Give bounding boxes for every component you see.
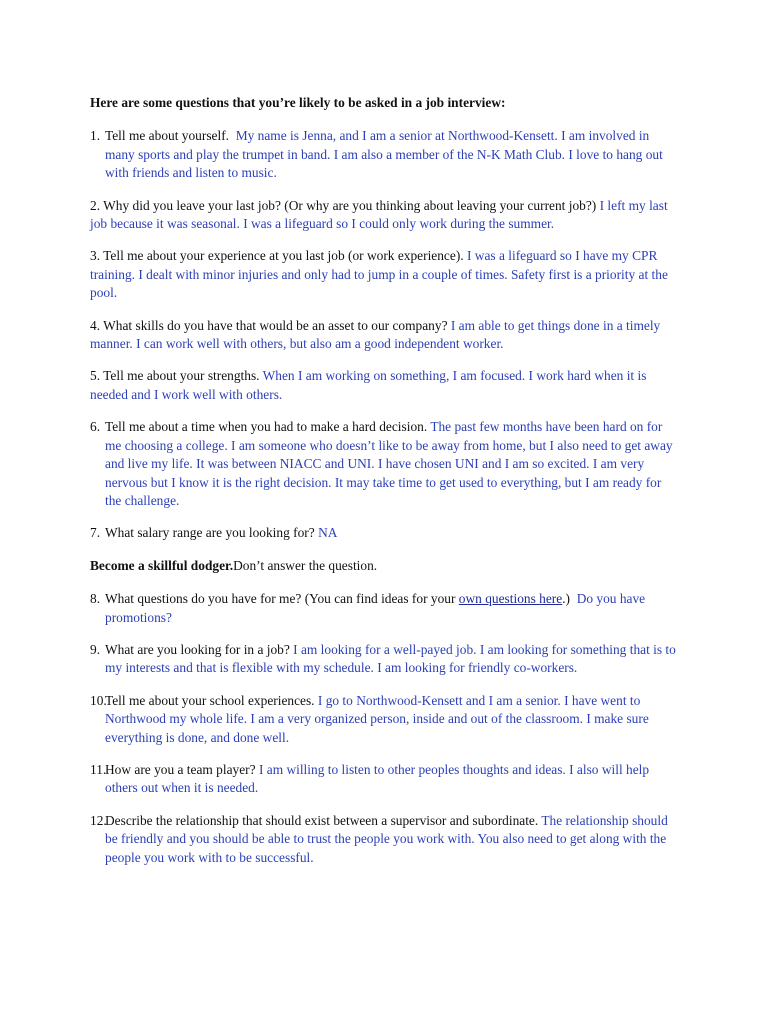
question-number: 5. [90, 368, 101, 384]
page-heading: Here are some questions that you’re likely to be asked in a job interview: [90, 95, 506, 110]
question-11 [90, 761, 680, 798]
question-number: 4. [90, 317, 101, 333]
question-text: Describe the relationship that should exist between a supervisor and subordinate. [105, 812, 539, 828]
answer-text: I was a lifeguard so I have my CPR training. I dealt with minor injuries and only had to jump in a couple of times. Safety first is a priority at the pool. [90, 248, 668, 301]
dodger-text: Don’t answer the question. [233, 557, 378, 573]
question-number: 12. [90, 812, 107, 828]
question-6 [90, 418, 680, 510]
question-number: 6. [90, 419, 101, 435]
question-text-end: .) [562, 591, 570, 607]
question-10 [90, 692, 680, 747]
question-text: Tell me about your experience at you last job (or work experience). [103, 248, 464, 264]
answer-text: NA [318, 525, 338, 541]
question-number: 8. [90, 591, 101, 607]
answer-text: I am able to get things done in a timely manner. I can work well with others, but also am a good independent worker. [90, 317, 661, 352]
answer-text: The relationship should be friendly and you should be able to trust the people you work with. You also need to get along with the people you work with to be successful. [105, 812, 668, 865]
question-number: 10. [90, 692, 107, 708]
question-3 [90, 247, 680, 302]
question-text: Tell me about your strengths. [103, 368, 260, 384]
document-body [90, 94, 680, 881]
question-1 [90, 127, 680, 182]
question-text: What salary range are you looking for? [105, 525, 315, 541]
question-2 [90, 197, 680, 234]
question-number: 9. [90, 641, 101, 657]
question-text: Tell me about your school experiences. [105, 692, 315, 708]
answer-text: I go to Northwood-Kensett and I am a senior. I have went to Northwood my whole life. I am a very organized person, inside and out of the classroom. I make sure everything is done, and done well. [105, 692, 649, 745]
question-text: What are you looking for in a job? [105, 641, 290, 657]
dodger-note [90, 557, 680, 575]
answer-text: I left my last job because it was seasonal. I was a lifeguard so I could only work during the summer. [90, 197, 668, 232]
question-text: How are you a team player? [105, 761, 256, 777]
question-number: 1. [90, 128, 101, 144]
question-7 [90, 524, 680, 542]
question-4 [90, 317, 680, 354]
question-text: What questions do you have for me? (You can find ideas for your [105, 591, 456, 607]
answer-text: The past few months have been hard on for me choosing a college. I am someone who doesn’t like to be away from home, but I also need to get away and live my life. It was between NIACC and UNI. I have chosen UNI and I am so excited. I am very nervous but I know it is the right decision. It may take time to get used to everything, but I am ready for the challenge. [105, 419, 673, 508]
answer-text: Do you have promotions? [105, 591, 646, 625]
question-text: Tell me about yourself. [105, 128, 230, 144]
question-text: Tell me about a time when you had to make a hard decision. [105, 419, 428, 435]
question-5 [90, 367, 680, 404]
answer-text: My name is Jenna, and I am a senior at Northwood-Kensett. I am involved in many sports and play the trumpet in band. I am also a member of the N-K Math Club. I love to hang out with friends and listen to music. [105, 128, 663, 181]
question-text: Why did you leave your last job? (Or why are you thinking about leaving your current job?) [103, 197, 597, 213]
question-text: What skills do you have that would be an asset to our company? [103, 317, 448, 333]
question-8 [90, 590, 680, 627]
dodger-bold-text: Become a skillful dodger. [90, 557, 234, 573]
answer-text: When I am working on something, I am focused. I work hard when it is needed and I work well with others. [90, 368, 647, 402]
question-9 [90, 641, 680, 678]
question-number: 2. [90, 197, 101, 213]
question-number: 7. [90, 525, 101, 541]
answer-text: I am looking for a well-payed job. I am looking for something that is to my interests and that is flexible with my schedule. I am looking for friendly co-workers. [105, 641, 676, 676]
question-12 [90, 812, 680, 867]
own-questions-link[interactable]: own questions here [458, 591, 563, 607]
question-number: 3. [90, 248, 101, 264]
answer-text: I am willing to listen to other peoples thoughts and ideas. I also will help others out when it is needed. [105, 761, 650, 796]
question-number: 11. [90, 761, 107, 777]
